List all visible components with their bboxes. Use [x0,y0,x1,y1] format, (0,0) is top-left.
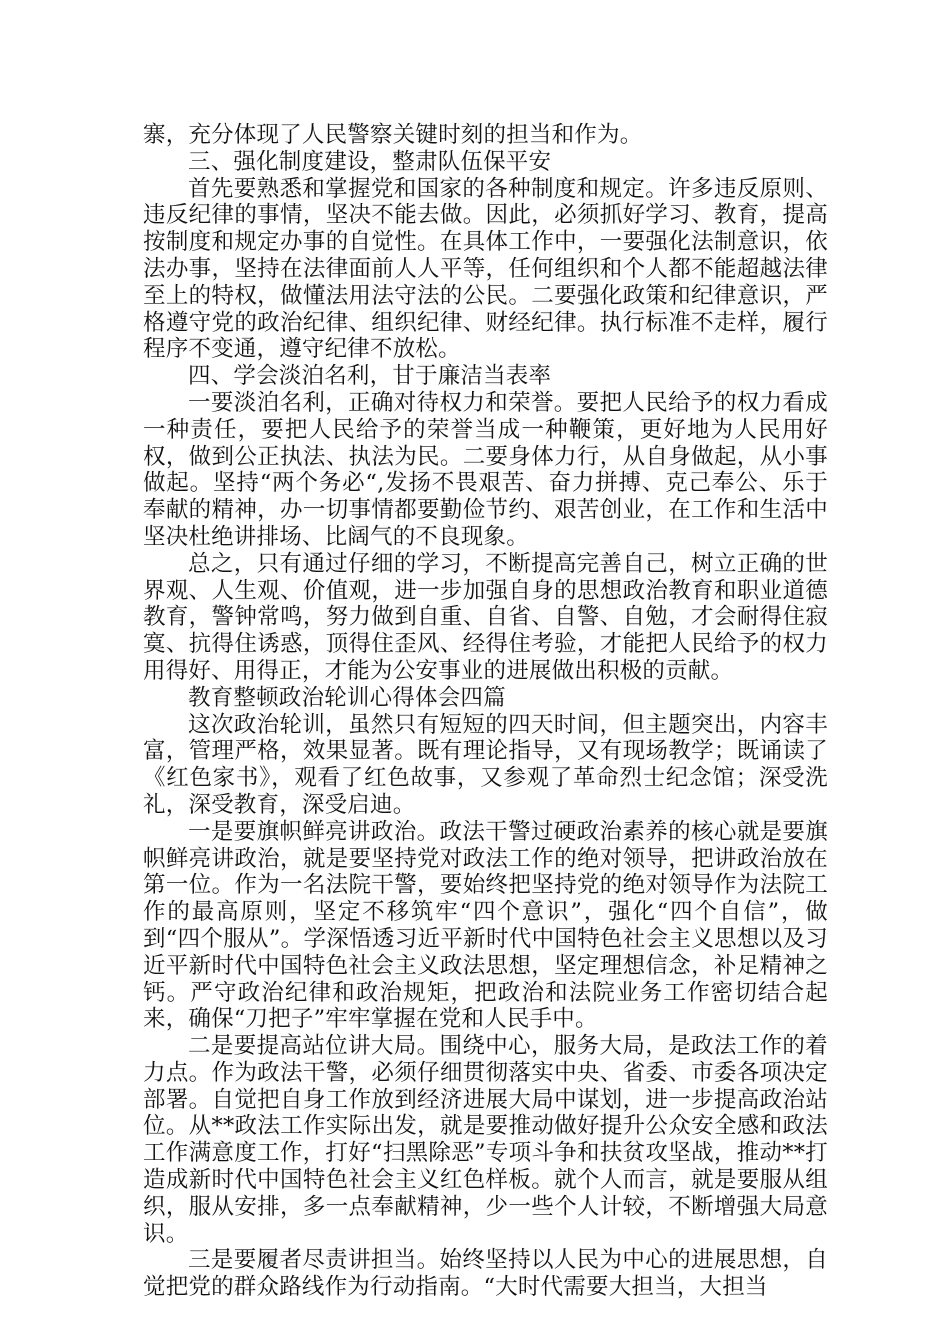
paragraph: 首先要熟悉和掌握党和国家的各种制度和规定。许多违反原则、违反纪律的事情，坚决不能去做。因此，必须抓好学习、教育，提高按制度和规定办事的自觉性。在具体工作中，一要强化法制意识，依法办事，坚持在法律面前人人平等，任何组织和个人都不能超越法律至上的特权，做懂法用法守法的公民。二要强化政策和纪律意识，严格遵守党的政治纪律、组织纪律、财经纪律。执行标准不走样，履行程序不变通，遵守纪律不放松。 [143,175,828,363]
paragraph-continuation: 寨，充分体现了人民警察关键时刻的担当和作为。 [143,122,643,148]
paragraph: 一要淡泊名利，正确对待权力和荣誉。要把人民给予的权力看成一种责任，要把人民给予的荣誉当成一种鞭策，更好地为人民用好权，做到公正执法、执法为民。二要身体力行，从自身做起，从小事做起。坚持“两个务必“,发扬不畏艰苦、奋力拼搏、克己奉公、乐于奉献的精神，办一切事情都要勤俭节约、艰苦创业，在工作和生活中坚决杜绝讲排场、比阔气的不良现象。 [143,389,828,550]
section-heading-4: 四、学会淡泊名利，甘于廉洁当表率 [188,363,552,390]
paragraph-point-2: 二是要提高站位讲大局。围绕中心，服务大局，是政法工作的着力点。作为政法干警，必须仔细贯彻落实中央、省委、市委各项决定部署。自觉把自身工作放到经济进展大局中谋划，进一步提高政治站位。从**政法工作实际出发，就是要推动做好提升公众安全感和政法工作满意度工作，打好“扫黑除恶”专项斗争和扶贫攻坚战，推动**打造成新时代中国特色社会主义红色样板。就个人而言，就是要服从组织，服从安排，多一点奉献精神，少一些个人计较，不断增强大局意识。 [143,1033,828,1247]
paragraph-point-3: 三是要履者尽责讲担当。始终坚持以人民为中心的进展思想，自觉把党的群众路线作为行动指南。“大时代需要大担当，大担当 [143,1247,828,1301]
paragraph-point-1: 一是要旗帜鲜亮讲政治。政法干警过硬政治素养的核心就是要旗帜鲜亮讲政治，就是要坚持党对政法工作的绝对领导，把讲政治放在第一位。作为一名法院干警，要始终把坚持党的绝对领导作为法院工作的最高原则，坚定不移筑牢“四个意识”，强化“四个自信”，做到“四个服从”。学深悟透习近平新时代中国特色社会主义思想以及习近平新时代中国特色社会主义政法思想，坚定理想信念，补足精神之钙。严守政治纪律和政治规矩，把政治和法院业务工作密切结合起来，确保“刀把子”牢牢掌握在党和人民手中。 [143,818,828,1033]
paragraph-intro: 这次政治轮训，虽然只有短短的四天时间，但主题突出，内容丰富，管理严格，效果显著。既有理论指导，又有现场教学；既诵读了《红色家书》，观看了红色故事，又参观了革命烈士纪念馆；深受洗礼，深受教育，深受启迪。 [143,711,828,818]
paragraph-conclusion: 总之，只有通过仔细的学习，不断提高完善自己，树立正确的世界观、人生观、价值观，进一步加强自身的思想政治教育和职业道德教育，警钟常鸣，努力做到自重、自省、自警、自勉，才会耐得住寂寞、抗得住诱惑，顶得住歪风、经得住考验，才能把人民给予的权力用得好、用得正，才能为公安事业的进展做出积极的贡献。 [143,550,828,684]
document-body [143,122,828,1301]
section-heading-3: 三、强化制度建设，整肃队伍保平安 [188,148,552,175]
article-title: 教育整顿政治轮训心得体会四篇 [188,684,506,711]
